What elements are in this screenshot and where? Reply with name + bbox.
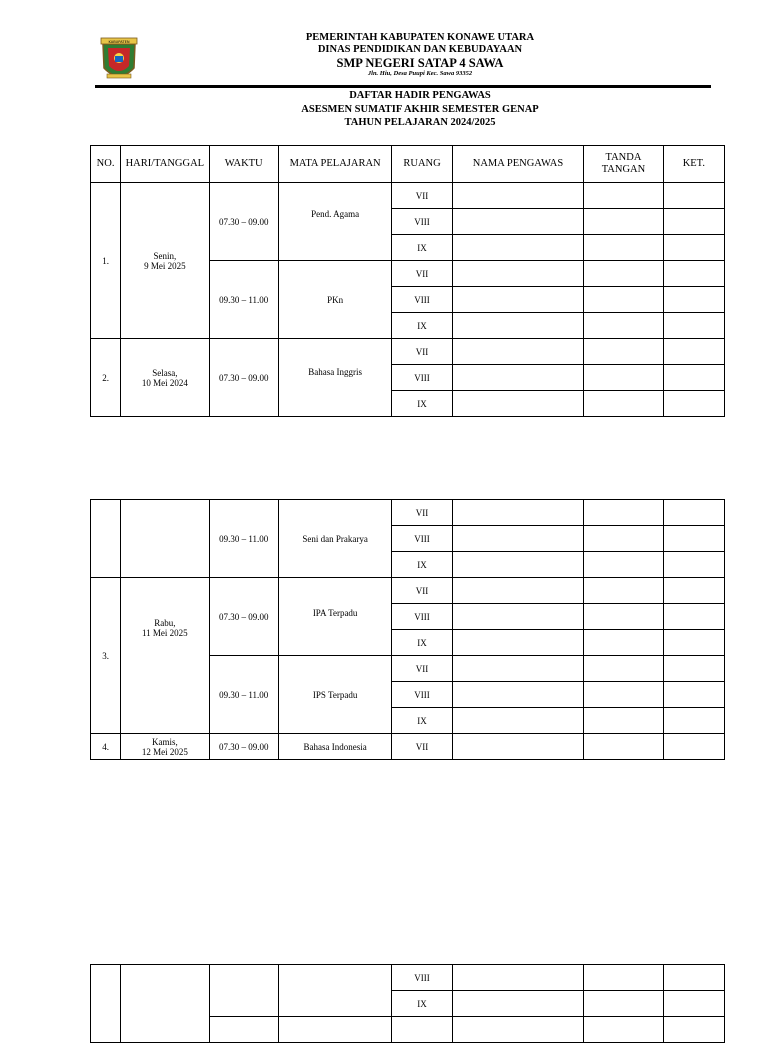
note-cell[interactable]	[663, 708, 724, 734]
room-cell: VII	[392, 500, 452, 526]
time-slot: 09.30 – 11.00	[209, 500, 278, 578]
row-number: 4.	[91, 734, 121, 760]
signature-cell[interactable]	[584, 734, 663, 760]
day-date: Rabu, 11 Mei 2025	[121, 578, 209, 734]
subject: Bahasa Inggris	[278, 339, 392, 417]
room-cell: IX	[392, 313, 452, 339]
note-cell[interactable]	[663, 682, 724, 708]
attendance-table-2	[90, 499, 725, 760]
note-cell[interactable]	[663, 965, 724, 991]
logo-banner-text: KABUPATEN	[108, 39, 130, 44]
room-cell: VIII	[392, 965, 452, 991]
supervisor-name-cell[interactable]	[452, 391, 584, 417]
header-department: DINAS PENDIDIKAN DAN KEBUDAYAAN	[317, 44, 523, 55]
header-government: PEMERINTAH KABUPATEN KONAWE UTARA	[305, 32, 535, 43]
time-slot: 09.30 – 11.00	[209, 656, 278, 734]
supervisor-name-cell[interactable]	[452, 630, 584, 656]
room-cell	[392, 1017, 452, 1043]
row-number: 2.	[91, 339, 121, 417]
supervisor-name-cell[interactable]	[452, 235, 584, 261]
col-header-note: KET.	[663, 146, 724, 183]
note-cell[interactable]	[663, 209, 724, 235]
note-cell[interactable]	[663, 1017, 724, 1043]
supervisor-name-cell[interactable]	[452, 578, 584, 604]
signature-cell[interactable]	[584, 339, 663, 365]
signature-cell[interactable]	[584, 235, 663, 261]
signature-cell[interactable]	[584, 261, 663, 287]
attendance-table-3	[90, 964, 725, 1043]
table-row	[91, 578, 725, 604]
signature-cell[interactable]	[584, 682, 663, 708]
note-cell[interactable]	[663, 630, 724, 656]
note-cell[interactable]	[663, 526, 724, 552]
supervisor-name-cell[interactable]	[452, 656, 584, 682]
signature-cell[interactable]	[584, 708, 663, 734]
subject	[278, 965, 392, 1017]
room-cell: VIII	[392, 604, 452, 630]
note-cell[interactable]	[663, 313, 724, 339]
supervisor-name-cell[interactable]	[452, 965, 584, 991]
note-cell[interactable]	[663, 578, 724, 604]
signature-cell[interactable]	[584, 656, 663, 682]
subject: Pend. Agama	[278, 183, 392, 261]
table-row	[91, 965, 725, 991]
col-header-signature: TANDA TANGAN	[584, 146, 663, 183]
note-cell[interactable]	[663, 287, 724, 313]
day-date: Kamis, 12 Mei 2025	[121, 734, 209, 760]
table-row	[91, 183, 725, 209]
note-cell[interactable]	[663, 183, 724, 209]
table-row	[91, 734, 725, 760]
note-cell[interactable]	[663, 391, 724, 417]
header-address: Jln. Hiu, Desa Puupi Kec. Sawa 93352	[367, 70, 473, 77]
note-cell[interactable]	[663, 339, 724, 365]
row-number: 1.	[91, 183, 121, 339]
room-cell: VII	[392, 734, 452, 760]
time-slot: 07.30 – 09.00	[209, 339, 278, 417]
note-cell[interactable]	[663, 656, 724, 682]
signature-cell[interactable]	[584, 578, 663, 604]
subject: Seni dan Prakarya	[278, 500, 392, 578]
room-cell: VIII	[392, 209, 452, 235]
day-date: Senin, 9 Mei 2025	[121, 183, 209, 339]
attendance-table-1	[90, 145, 725, 417]
supervisor-name-cell[interactable]	[452, 552, 584, 578]
signature-cell[interactable]	[584, 604, 663, 630]
supervisor-name-cell[interactable]	[452, 261, 584, 287]
signature-cell[interactable]	[584, 500, 663, 526]
room-cell: VIII	[392, 365, 452, 391]
signature-cell[interactable]	[584, 965, 663, 991]
room-cell: VII	[392, 261, 452, 287]
header-school: SMP NEGERI SATAP 4 SAWA	[336, 56, 504, 70]
doc-title: DAFTAR HADIR PENGAWAS	[349, 90, 491, 101]
room-cell: IX	[392, 552, 452, 578]
room-cell: VII	[392, 656, 452, 682]
supervisor-name-cell[interactable]	[452, 183, 584, 209]
col-header-no: NO.	[91, 146, 121, 183]
col-header-day: HARI/TANGGAL	[121, 146, 209, 183]
note-cell[interactable]	[663, 991, 724, 1017]
room-cell: VII	[392, 578, 452, 604]
room-cell: VIII	[392, 526, 452, 552]
signature-cell[interactable]	[584, 313, 663, 339]
doc-subtitle: ASESMEN SUMATIF AKHIR SEMESTER GENAP	[301, 104, 539, 115]
supervisor-name-cell[interactable]	[452, 365, 584, 391]
col-header-name: NAMA PENGAWAS	[452, 146, 584, 183]
room-cell: VIII	[392, 287, 452, 313]
header-divider	[95, 85, 711, 88]
room-cell: VII	[392, 183, 452, 209]
room-cell: IX	[392, 235, 452, 261]
supervisor-name-cell[interactable]	[452, 991, 584, 1017]
day-date	[121, 965, 209, 1043]
signature-cell[interactable]	[584, 183, 663, 209]
note-cell[interactable]	[663, 500, 724, 526]
table-row	[91, 500, 725, 526]
row-number: 3.	[91, 578, 121, 734]
signature-cell[interactable]	[584, 287, 663, 313]
subject: PKn	[278, 261, 392, 339]
note-cell[interactable]	[663, 261, 724, 287]
supervisor-name-cell[interactable]	[452, 500, 584, 526]
signature-cell[interactable]	[584, 552, 663, 578]
day-date	[121, 500, 209, 578]
col-header-subject: MATA PELAJARAN	[278, 146, 392, 183]
room-cell: IX	[392, 991, 452, 1017]
supervisor-name-cell[interactable]	[452, 734, 584, 760]
room-cell: IX	[392, 391, 452, 417]
room-cell: VIII	[392, 682, 452, 708]
supervisor-name-cell[interactable]	[452, 313, 584, 339]
room-cell: IX	[392, 630, 452, 656]
supervisor-name-cell[interactable]	[452, 526, 584, 552]
supervisor-name-cell[interactable]	[452, 682, 584, 708]
row-number	[91, 500, 121, 578]
signature-cell[interactable]	[584, 209, 663, 235]
note-cell[interactable]	[663, 365, 724, 391]
subject	[278, 1017, 392, 1043]
signature-cell[interactable]	[584, 991, 663, 1017]
note-cell[interactable]	[663, 235, 724, 261]
time-slot	[209, 1017, 278, 1043]
time-slot: 07.30 – 09.00	[209, 578, 278, 656]
day-date: Selasa, 10 Mei 2024	[121, 339, 209, 417]
room-cell: VII	[392, 339, 452, 365]
table-header-row	[91, 146, 725, 183]
signature-cell[interactable]	[584, 630, 663, 656]
col-header-room: RUANG	[392, 146, 452, 183]
time-slot	[209, 965, 278, 1017]
note-cell[interactable]	[663, 552, 724, 578]
supervisor-name-cell[interactable]	[452, 339, 584, 365]
supervisor-name-cell[interactable]	[452, 708, 584, 734]
subject: IPS Terpadu	[278, 656, 392, 734]
note-cell[interactable]	[663, 604, 724, 630]
signature-cell[interactable]	[584, 365, 663, 391]
supervisor-name-cell[interactable]	[452, 209, 584, 235]
time-slot: 09.30 – 11.00	[209, 261, 278, 339]
supervisor-name-cell[interactable]	[452, 1017, 584, 1043]
row-number	[91, 965, 121, 1043]
room-cell: IX	[392, 708, 452, 734]
time-slot: 07.30 – 09.00	[209, 734, 278, 760]
time-slot: 07.30 – 09.00	[209, 183, 278, 261]
doc-year: TAHUN PELAJARAN 2024/2025	[344, 117, 496, 128]
table-row	[91, 339, 725, 365]
subject: IPA Terpadu	[278, 578, 392, 656]
supervisor-name-cell[interactable]	[452, 287, 584, 313]
subject: Bahasa Indonesia	[278, 734, 392, 760]
note-cell[interactable]	[663, 734, 724, 760]
signature-cell[interactable]	[584, 1017, 663, 1043]
supervisor-name-cell[interactable]	[452, 604, 584, 630]
signature-cell[interactable]	[584, 391, 663, 417]
col-header-time: WAKTU	[209, 146, 278, 183]
signature-cell[interactable]	[584, 526, 663, 552]
regency-logo	[99, 34, 139, 84]
